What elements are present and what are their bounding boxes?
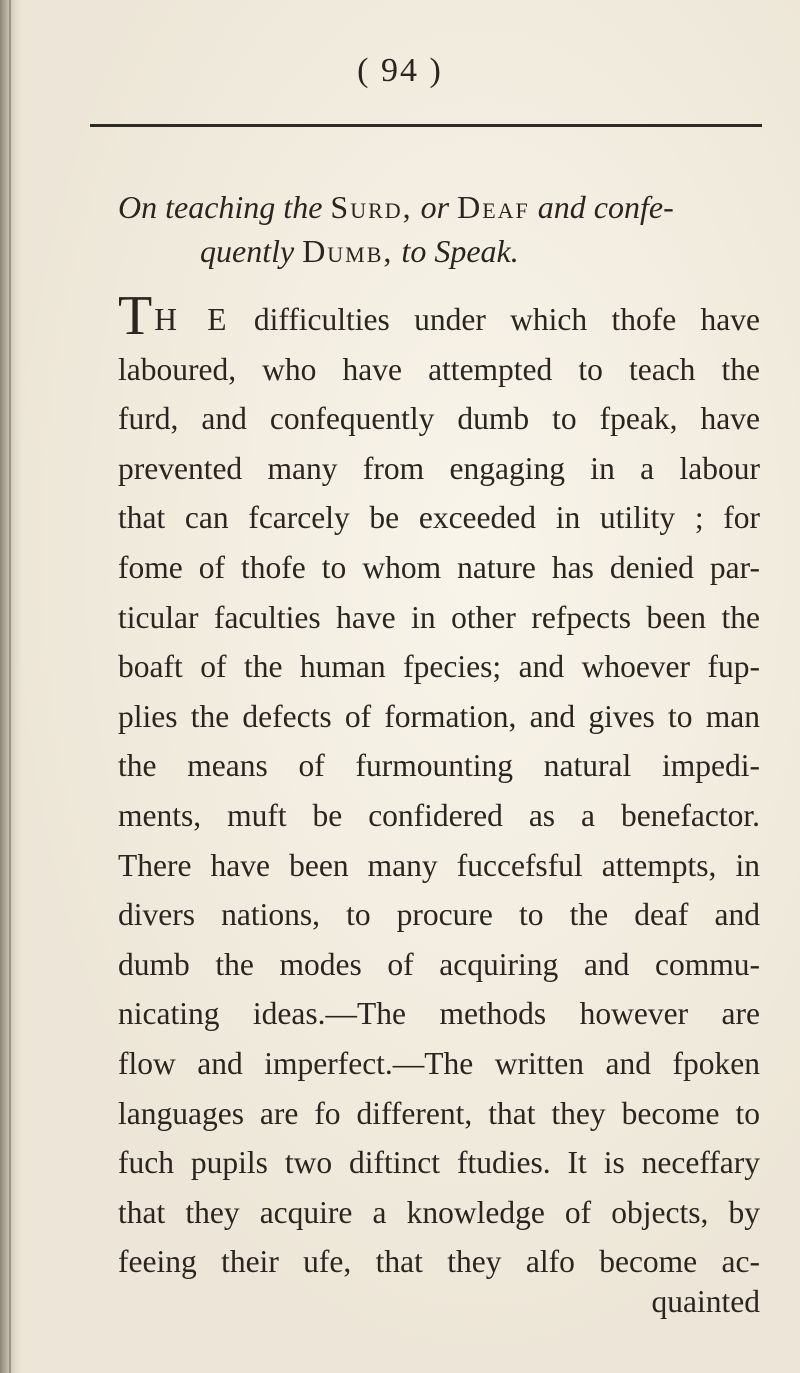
body-line: prevented many from engaging in a labour xyxy=(118,450,760,486)
body-line: dumb the modes of acquiring and commu- xyxy=(118,946,760,982)
body-line: feeing their ufe, that they alfo become ac- xyxy=(118,1244,760,1280)
page-binding-shadow xyxy=(0,0,22,1373)
body-line-text: difficulties under which thofe have xyxy=(253,302,761,337)
body-line: fome of thofe to whom nature has denied par- xyxy=(118,549,760,585)
title-part1: On teaching the xyxy=(118,189,323,225)
title-quently: quently xyxy=(200,233,295,269)
page-number: ( 94 ) xyxy=(357,52,443,89)
chapter-title xyxy=(118,185,758,273)
title-line-2 xyxy=(118,229,758,273)
body-line: nicating ideas.—The methods however are xyxy=(118,996,760,1032)
header-rule xyxy=(90,124,762,127)
title-deaf: Deaf xyxy=(457,189,530,225)
body-line: ticular faculties have in other refpects been the xyxy=(118,599,760,635)
title-to-speak: to Speak. xyxy=(401,233,519,269)
catchword: quainted xyxy=(651,1284,760,1319)
title-or: or xyxy=(420,189,450,225)
body-line: languages are fo different, that they become to xyxy=(118,1095,760,1131)
title-and-conse: and confe- xyxy=(537,189,674,225)
body-line: fuch pupils two diftinct ftudies. It is neceffary xyxy=(118,1145,760,1181)
drop-cap-rest: H E xyxy=(154,302,230,337)
body-line: flow and imperfect.—The written and fpoken xyxy=(118,1045,760,1081)
body-line-1 xyxy=(118,285,761,347)
body-paragraph xyxy=(118,285,761,1287)
body-line: plies the defects of formation, and gives to man xyxy=(118,698,760,734)
body-line: There have been many fuccefsful attempts, in xyxy=(118,847,760,883)
body-line: boaft of the human fpecies; and whoever fup- xyxy=(118,649,760,685)
body-line: furd, and confequently dumb to fpeak, have xyxy=(118,401,760,437)
title-dumb: Dumb, xyxy=(302,233,394,269)
body-line: that can fcarcely be exceeded in utility ; for xyxy=(118,500,760,536)
drop-cap: T xyxy=(118,285,153,347)
body-line: the means of furmounting natural impedi- xyxy=(118,748,760,784)
body-line: ments, muft be confidered as a benefactor. xyxy=(118,797,760,833)
body-line: that they acquire a knowledge of objects, by xyxy=(118,1194,760,1230)
body-line: laboured, who have attempted to teach the xyxy=(118,351,760,387)
body-line: divers nations, to procure to the deaf and xyxy=(118,897,760,933)
binding-edge xyxy=(9,0,11,1373)
title-surd: Surd, xyxy=(330,189,413,225)
